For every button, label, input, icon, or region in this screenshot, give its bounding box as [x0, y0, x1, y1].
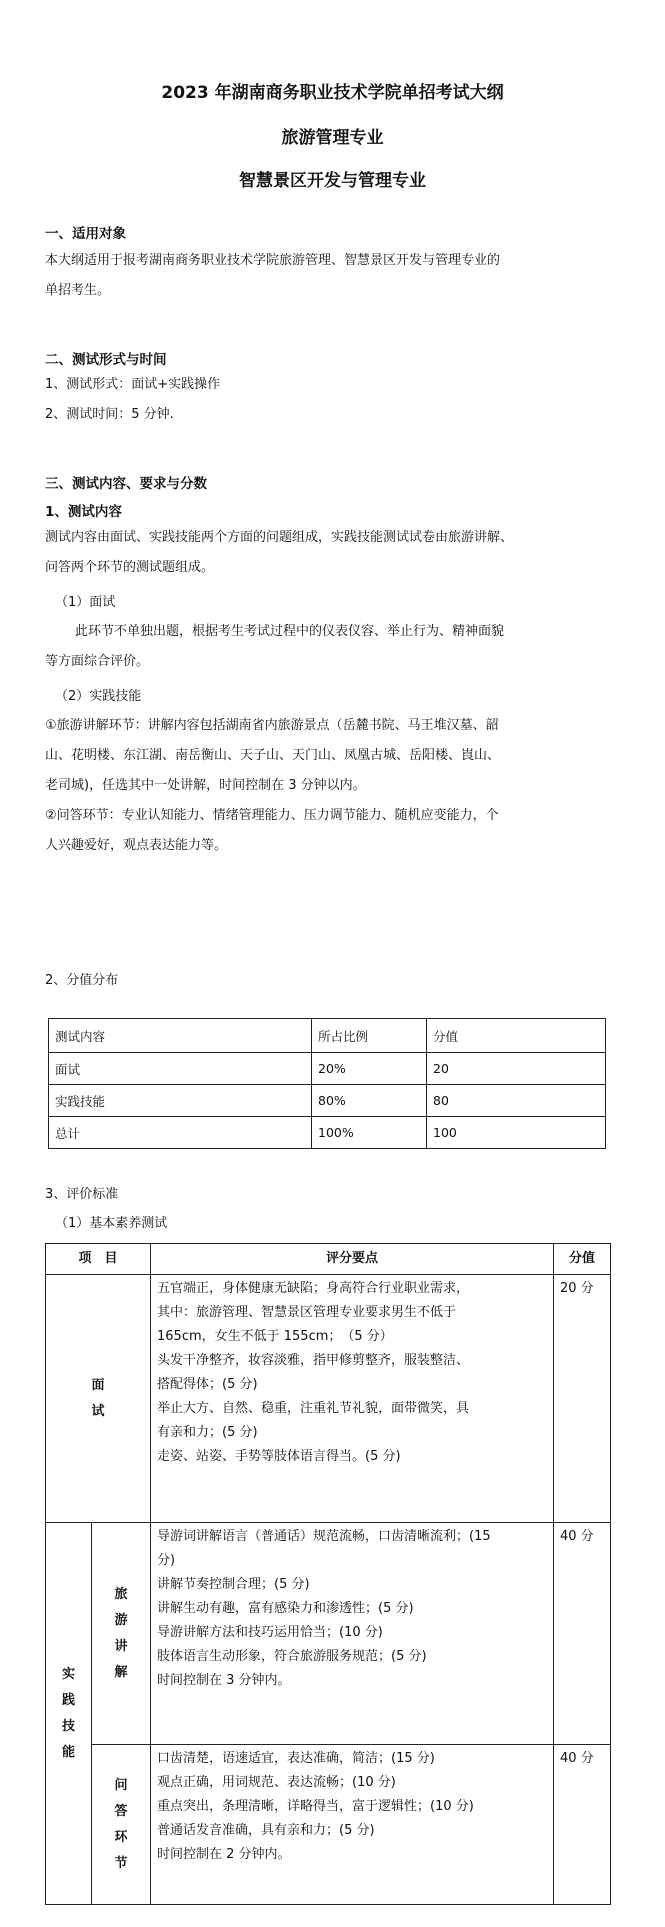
section3-intro	[45, 523, 615, 583]
doc-subtitle-1: 旅游管理专业	[281, 128, 384, 148]
header-cell: 所占比例	[312, 1019, 427, 1053]
practice-text	[45, 711, 615, 861]
section3-heading: 三、测试内容、要求与分数	[45, 476, 207, 492]
criteria-line: 其中：旅游管理、智慧景区管理专业要求男生不低于	[157, 1305, 457, 1320]
body-line: ①旅游讲解环节：讲解内容包括湖南省内旅游景点（岳麓书院、马王堆汉墓、韶	[45, 718, 499, 733]
table-row	[49, 1117, 606, 1149]
table-row	[49, 1053, 606, 1085]
section1-body	[45, 246, 615, 306]
criteria-line: 导游词讲解语言（普通话）规范流畅，口齿清晰流利；(15	[157, 1529, 491, 1544]
criteria-line: 导游讲解方法和技巧运用恰当；(10 分)	[157, 1625, 383, 1640]
section3-sub3-1: （1）基本素养测试	[55, 1216, 168, 1231]
criteria-line: 讲解生动有趣，富有感染力和渗透性；(5 分)	[157, 1601, 414, 1616]
criteria-line: 走姿、站姿、手势等肢体语言得当。(5 分)	[157, 1449, 401, 1464]
body-line: 老司城)，任选其中一处讲解，时间控制在 3 分钟以内。	[45, 778, 366, 793]
category-char: 问	[114, 1777, 128, 1793]
category-char: 游	[114, 1612, 128, 1628]
criteria-line: 有亲和力；(5 分)	[157, 1425, 258, 1440]
body-line: 本大纲适用于报考湖南商务职业技术学院旅游管理、智慧景区开发与管理专业的	[45, 253, 501, 268]
body-line: 人兴趣爱好，观点表达能力等。	[45, 838, 228, 853]
body-line: ②问答环节：专业认知能力、情绪管理能力、压力调节能力、随机应变能力，个	[45, 808, 499, 823]
table-row	[46, 1523, 611, 1745]
criteria-cell	[151, 1745, 554, 1905]
criteria-line: 搭配得体；(5 分)	[157, 1377, 258, 1392]
category-char: 践	[62, 1692, 76, 1708]
body-line: 山、花明楼、东江湖、南岳衡山、天子山、天门山、凤凰古城、岳阳楼、崀山、	[45, 748, 501, 763]
body-line: 测试内容由面试、实践技能两个方面的问题组成，实践技能测试试卷由旅游讲解、	[45, 530, 514, 545]
section3-sub1: 1、测试内容	[45, 504, 122, 520]
section3-sub3: 3、评价标准	[45, 1187, 119, 1202]
table-cell: 面试	[49, 1053, 312, 1085]
doc-title: 2023 年湖南商务职业技术学院单招考试大纲	[161, 83, 504, 103]
criteria-line: 观点正确，用词规范、表达流畅；(10 分)	[157, 1775, 396, 1790]
interview-label: （1）面试	[55, 595, 116, 610]
table-cell: 20	[427, 1053, 606, 1085]
criteria-line: 肢体语言生动形象，符合旅游服务规范；(5 分)	[157, 1649, 427, 1664]
body-line: 等方面综合评价。	[45, 654, 150, 669]
doc-subtitle-2: 智慧景区开发与管理专业	[239, 171, 426, 191]
table-cell: 80	[427, 1085, 606, 1117]
category-char: 环	[114, 1829, 128, 1845]
header-cell: 项 目	[46, 1244, 151, 1275]
criteria-line: 分)	[157, 1553, 176, 1568]
criteria-cell	[151, 1523, 554, 1745]
body-line: 单招考生。	[45, 283, 111, 298]
header-cell: 分值	[554, 1244, 611, 1275]
criteria-line: 时间控制在 3 分钟内。	[157, 1673, 291, 1688]
criteria-line: 讲解节奏控制合理；(5 分)	[157, 1577, 310, 1592]
body-line: 此环节不单独出题，根据考生考试过程中的仪表仪容、举止行为、精神面貌	[75, 624, 505, 639]
category-interview	[46, 1275, 151, 1523]
score-cell: 20 分	[554, 1275, 611, 1523]
evaluation-table	[45, 1243, 611, 1905]
category-char: 讲	[114, 1638, 128, 1654]
practice-label: （2）实践技能	[55, 689, 142, 704]
criteria-line: 重点突出，条理清晰，详略得当，富于逻辑性；(10 分)	[157, 1799, 474, 1814]
criteria-line: 五官端正，身体健康无缺陷；身高符合行业职业需求，	[157, 1281, 470, 1296]
table-cell: 100%	[312, 1117, 427, 1149]
category-char: 能	[62, 1744, 76, 1760]
criteria-line: 时间控制在 2 分钟内。	[157, 1847, 291, 1862]
table-cell: 100	[427, 1117, 606, 1149]
table-cell: 实践技能	[49, 1085, 312, 1117]
criteria-cell	[151, 1275, 554, 1523]
criteria-line: 举止大方、自然、稳重，注重礼节礼貌，面带微笑，具	[157, 1401, 470, 1416]
interview-text	[45, 617, 615, 677]
section2-heading: 二、测试形式与时间	[45, 352, 167, 368]
category-char: 技	[62, 1718, 76, 1734]
category-char: 试	[91, 1403, 105, 1419]
table-row	[46, 1244, 611, 1275]
section1-heading: 一、适用对象	[45, 226, 126, 242]
table-row	[46, 1745, 611, 1905]
section2-items	[45, 370, 615, 430]
list-item: 2、测试时间：5 分钟.	[45, 407, 174, 422]
category-practice	[46, 1523, 92, 1905]
criteria-line: 口齿清楚，语速适宜，表达准确，简洁；(15 分)	[157, 1751, 435, 1766]
header-cell: 评分要点	[151, 1244, 554, 1275]
criteria-line: 165cm，女生不低于 155cm； （5 分）	[157, 1329, 393, 1344]
table-cell: 20%	[312, 1053, 427, 1085]
table-cell: 80%	[312, 1085, 427, 1117]
table-row	[49, 1019, 606, 1053]
score-table	[48, 1018, 606, 1149]
table-row	[49, 1085, 606, 1117]
subcategory-qa	[92, 1745, 151, 1905]
criteria-line: 普通话发音准确，具有亲和力；(5 分)	[157, 1823, 375, 1838]
list-item: 1、测试形式：面试+实践操作	[45, 377, 221, 392]
header-cell: 分值	[427, 1019, 606, 1053]
category-char: 旅	[114, 1586, 128, 1602]
category-char: 节	[114, 1855, 128, 1871]
score-cell: 40 分	[554, 1523, 611, 1745]
criteria-line: 头发干净整齐，妆容淡雅，指甲修剪整齐，服装整洁、	[157, 1353, 470, 1368]
subcategory-guide	[92, 1523, 151, 1745]
header-cell: 测试内容	[49, 1019, 312, 1053]
table-cell: 总计	[49, 1117, 312, 1149]
section3-sub2: 2、分值分布	[45, 973, 119, 988]
table-row	[46, 1275, 611, 1523]
category-char: 答	[114, 1803, 128, 1819]
category-char: 面	[91, 1377, 105, 1393]
category-char: 实	[62, 1666, 76, 1682]
score-cell: 40 分	[554, 1745, 611, 1905]
body-line: 问答两个环节的测试题组成。	[45, 560, 215, 575]
category-char: 解	[114, 1664, 128, 1680]
